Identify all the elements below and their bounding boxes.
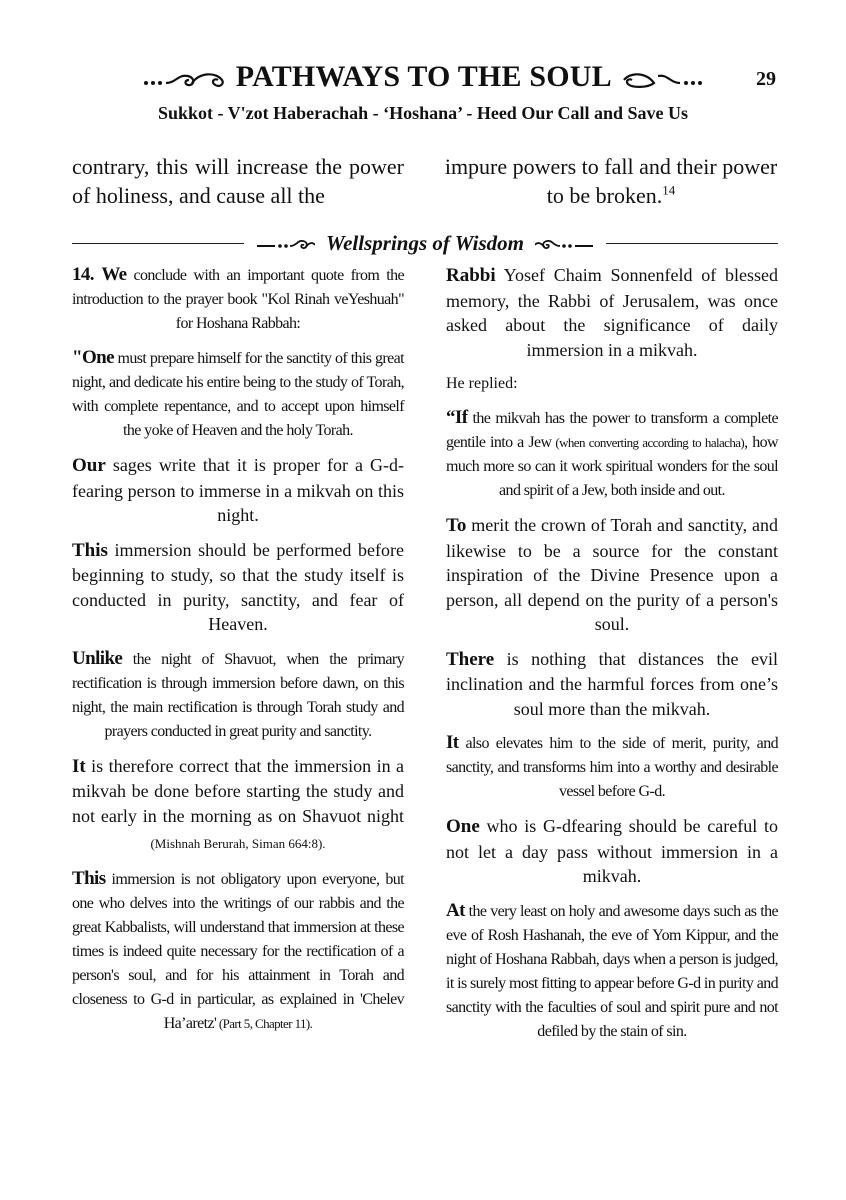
left-column <box>72 263 404 1046</box>
right-column <box>446 263 778 1054</box>
citation: (Mishnah Berurah, Siman 664:8). <box>150 836 326 851</box>
paragraph: One who is G-dfearing should be careful to not let a day pass without immersion in a mikvah. <box>446 816 778 886</box>
chapter-subtitle: Sukkot - V'zot Haberachah - ‘Hoshana’ - Heed Our Call and Save Us <box>157 103 689 123</box>
paragraph: "One must prepare himself for the sanctity of this great night, and dedicate his entire being to the study of Torah, with complete repentance, and to accept upon himself the yoke of Heaven and the holy Torah. <box>72 347 404 439</box>
page-header <box>0 58 846 98</box>
book-title-line <box>0 58 846 96</box>
paragraph: He replied: <box>446 375 518 392</box>
paragraph: It is therefore correct that the immersion in a mikvah be done before starting the study and not early in the morning as on Shavuot night (Mishnah Berurah, Siman 664:8). <box>72 755 404 851</box>
paragraph: “If the mikvah has the power to transform a complete gentile into a Jew (when converting according to halacha), how much more so can it work spiritual wonders for the soul and spirit of a Jew, both inside and out. <box>446 407 778 499</box>
paragraph: Our sages write that it is proper for a G-d-fearing person to immerse in a mikvah on this night. <box>72 455 404 525</box>
paragraph: 14. We conclude with an important quote from the introduction to the prayer book "Kol Rinah veYeshuah" for Hoshana Rabbah: <box>72 264 404 332</box>
continued-text-right <box>444 152 778 210</box>
right-flourish-ornament <box>618 68 704 90</box>
citation: (Part 5, Chapter 11). <box>216 1015 313 1031</box>
divider-left-ornament <box>257 237 315 253</box>
page-number: 29 <box>756 68 776 90</box>
parenthetical-note: (when converting according to halacha) <box>551 435 745 450</box>
paragraph: Rabbi Yosef Chaim Sonnenfeld of blessed memory, the Rabbi of Jerusalem, was once asked about the significance of daily immersion in a mikvah. <box>446 265 778 360</box>
paragraph: This immersion is not obligatory upon everyone, but one who delves into the writings of our rabbis and the great Kabbalists, will understand that immersion at these times is indeed quite necessary for the rectification of a person's soul, and for his attainment in Torah and closeness to G-d in particular, as explained in 'Chelev Ha’aretz' (Part 5, Chapter 11). <box>72 867 404 1032</box>
paragraph: At the very least on holy and awesome days such as the eve of Rosh Hashanah, the eve of Yom Kippur, and the night of Hoshana Rabbah, days when a person is judged, it is surely most fitting to appear before G-d in purity and sanctity with the faculties of soul and spirit pure and not defiled by the stain of sin. <box>446 899 778 1040</box>
divider-right-ornament <box>535 237 593 253</box>
section-title-text: Wellsprings of Wisdom <box>320 231 530 255</box>
section-title <box>72 230 778 256</box>
continued-text-right-body: impure powers to fall and their power to be broken. <box>444 154 778 208</box>
paragraph: There is nothing that distances the evil inclination and the harmful forces from one’s soul more than the mikvah. <box>446 648 778 719</box>
paragraph: To merit the crown of Torah and sanctity, and likewise to be a source for the constant inspiration of the Divine Presence upon a person, all depend on the purity of a person's soul. <box>446 515 778 634</box>
paragraph: Unlike the night of Shavuot, when the primary rectification is through immersion before dawn, on this night, the main rectification is through Torah study and prayers conducted in great purity and sanctity. <box>72 647 404 740</box>
continued-text-left-body: contrary, this will increase the power of holiness, and cause all the <box>72 154 404 208</box>
left-flourish-ornament <box>142 68 228 90</box>
continued-text-left <box>72 152 404 210</box>
paragraph: It also elevates him to the side of merit, purity, and sanctity, and transforms him into a worthy and desirable vessel before G-d. <box>446 732 778 800</box>
section-divider <box>72 230 778 258</box>
book-title: PATHWAYS TO THE SOUL <box>235 60 611 93</box>
footnote-marker: 14 <box>662 182 676 198</box>
paragraph: This immersion should be performed before beginning to study, so that the study itself is conducted in purity, sanctity, and fear of Heaven. <box>72 539 404 634</box>
